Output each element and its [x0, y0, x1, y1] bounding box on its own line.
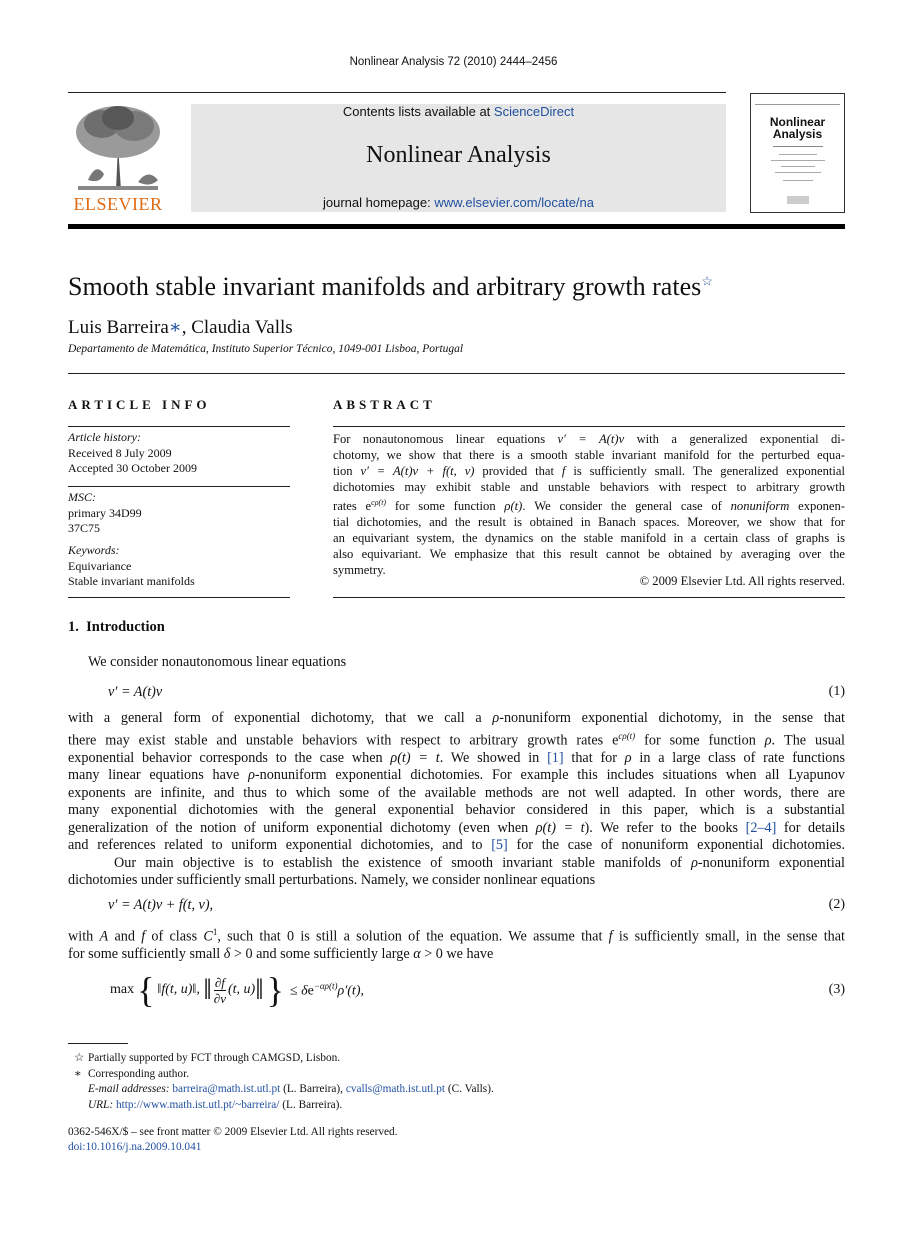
- cover-line: [779, 154, 817, 155]
- section-heading: [68, 619, 165, 636]
- cover-line: [783, 180, 813, 181]
- paragraph-2: with A and f of class $C^1$, such that 0 is still a solution of the equation. We assume that f is sufficiently small, in the sense that for some sufficiently small δ > 0 and some sufficiently large α > 0 we have: [68, 927, 845, 963]
- footnote-url: [68, 1098, 845, 1114]
- info-rule: [68, 597, 290, 598]
- equation-3-number: (3): [828, 982, 845, 997]
- author-separator: ,: [181, 317, 192, 338]
- url-owner: (L. Barreira).: [279, 1098, 343, 1111]
- footnote-star-mark: ☆: [74, 1052, 85, 1064]
- footnote-corr-text: Corresponding author.: [88, 1067, 190, 1080]
- sciencedirect-link[interactable]: ScienceDirect: [493, 104, 575, 119]
- abstract-rule: [333, 426, 845, 427]
- contents-line: [191, 104, 726, 119]
- affiliation: Departamento de Matemática, Instituto Superior Técnico, 1049-001 Lisboa, Portugal: [68, 343, 464, 355]
- history-label: Article history:: [68, 430, 141, 444]
- masthead-bottom-rule: [68, 224, 845, 229]
- cover-header-line: [755, 98, 840, 105]
- equation-3: max { ‖f(t, u)‖, ‖ ∂f ∂v (t, u) ‖ } ≤ $\delta e^{-\alpha\rho(t)}\rho'(t)$,: [110, 970, 364, 1010]
- footnote-rule: [68, 1043, 128, 1044]
- abstract-copyright: © 2009 Elsevier Ltd. All rights reserved.: [639, 574, 845, 588]
- email-valls-owner: (C. Valls).: [445, 1083, 494, 1095]
- msc-block: [68, 490, 290, 537]
- keywords-label: Keywords:: [68, 543, 120, 557]
- running-head: Nonlinear Analysis 72 (2010) 2444–2456: [349, 56, 558, 68]
- footnote-funding: [68, 1051, 845, 1067]
- homepage-url-link[interactable]: http://www.math.ist.utl.pt/~barreira/: [115, 1098, 280, 1111]
- footnote-corresponding: [68, 1067, 845, 1083]
- article-title-block: [68, 272, 713, 302]
- cover-title-line2: Analysis: [772, 127, 823, 141]
- msc-secondary: 37C75: [68, 521, 101, 535]
- url-label: URL:: [88, 1098, 114, 1111]
- article-title: Smooth stable invariant manifolds and arbitrary growth rates: [68, 272, 702, 301]
- front-rule: [68, 373, 845, 374]
- section-title: Introduction: [86, 619, 165, 635]
- publisher-name: ELSEVIER: [73, 194, 163, 214]
- cover-line: [775, 172, 821, 173]
- equation-1: v′ = A(t)v: [108, 684, 163, 700]
- masthead-box: [191, 104, 726, 212]
- equation-1-number: (1): [828, 684, 845, 699]
- email-label: E-mail addresses:: [88, 1083, 170, 1095]
- author-barreira: Luis Barreira: [68, 317, 169, 338]
- section-number: 1.: [68, 619, 79, 635]
- equation-2-number: (2): [828, 897, 845, 912]
- homepage-line: [191, 195, 726, 210]
- keywords-block: [68, 543, 290, 590]
- accepted-date: Accepted 30 October 2009: [68, 461, 197, 475]
- footnotes: [68, 1051, 845, 1113]
- email-valls-link[interactable]: cvalls@math.ist.utl.pt: [345, 1083, 446, 1095]
- email-barreira-link[interactable]: barreira@math.ist.utl.pt: [172, 1083, 281, 1095]
- paragraph-1: with a general form of exponential dichotomy, that we call a ρ-nonuniform exponential dichotomy, in the sense that there may exist stable and unstable behaviors with respect to arbitrary growth rates $e^{c\rho(t)}$ for some function ρ. The usual exponential behavior corresponds to the case when ρ(t) = t. We showed in [1] that for ρ in a large class of rate functions many linear equations have ρ-nonuniform exponential dichotomies. For example this includes situations when all Lyapunov exponents are infinite, and thus to which some of the available methods are not well adapted. In other words, there are many exponential dichotomies with the general exponential behavior considered in this paper, which is a substantial generalization of the notion of uniform exponential dichotomy (even when ρ(t) = t). We refer to the books [2–4] for details and references related to uniform exponential dichotomies, and to [5] for the case of nonuniform exponential dichotomies. Our main objective is to establish the existence of smooth invariant stable manifolds of ρ-nonuniform exponential dichotomies under sufficiently small perturbations. Namely, we consider nonlinear equations: [68, 710, 846, 889]
- equation-2: v′ = A(t)v + f(t, v),: [108, 897, 214, 913]
- info-rule: [68, 486, 290, 487]
- keyword: Equivariance: [68, 558, 132, 573]
- title-footnote-mark[interactable]: ☆: [701, 273, 713, 289]
- author-valls: Claudia Valls: [191, 317, 293, 338]
- homepage-link[interactable]: www.elsevier.com/locate/na: [434, 195, 594, 210]
- elsevier-logo: [68, 100, 168, 215]
- msc-label: MSC:: [68, 490, 96, 504]
- info-rule: [68, 426, 290, 427]
- front-matter-line: 0362-546X/$ – see front matter © 2009 Elsevier Ltd. All rights reserved.: [68, 1126, 398, 1138]
- cover-line: [781, 166, 815, 167]
- cover-title: [751, 116, 844, 140]
- article-history: [68, 430, 290, 477]
- footnote-star-text: Partially supported by FCT through CAMGSD, Lisbon.: [88, 1052, 341, 1064]
- footnote-emails: [68, 1082, 845, 1098]
- abstract-text: For nonautonomous linear equations v′ = A(t)v with a generalized exponential di- chotomy, we show that there is a smooth stable invariant manifold for the perturbed equa- tion v′ = A(t)v + f(t, v) provided that f is sufficiently small. The generalized exponential dichotomies may exhibit stable and unstable behaviors with respect to arbitrary growth rates $e^{c\rho(t)}$ for some function ρ(t). We consider the general case of nonuniform exponen- tial dichotomies, and the result is obtained in Banach spaces. Moreover, we show that for an equivariant system, the dynamics on the stable manifold in a certain class of graphs is also equivariant. We emphasize that this result cannot be obtained by averaging over the symmetry.: [333, 432, 845, 578]
- msc-primary: primary 34D99: [68, 505, 142, 520]
- cover-title-line1: Nonlinear: [769, 115, 826, 129]
- doi-link[interactable]: doi:10.1016/j.na.2009.10.041: [68, 1141, 202, 1153]
- footnote-corr-mark: ∗: [74, 1067, 82, 1080]
- cover-line: [773, 146, 823, 147]
- journal-cover: [750, 93, 845, 213]
- received-date: Received 8 July 2009: [68, 445, 172, 460]
- abstract-heading: ABSTRACT: [333, 397, 436, 412]
- email-barreira-owner: (L. Barreira),: [280, 1083, 346, 1095]
- authors: [68, 316, 293, 339]
- corresponding-mark[interactable]: ∗: [168, 317, 182, 338]
- cover-logo-icon: [787, 196, 809, 204]
- elsevier-tree-icon: [68, 100, 168, 195]
- masthead-top-rule: [68, 92, 726, 93]
- article-info-heading: ARTICLE INFO: [68, 397, 211, 412]
- keyword: Stable invariant manifolds: [68, 574, 195, 588]
- intro-sentence: We consider nonautonomous linear equations: [88, 654, 347, 670]
- homepage-prefix: journal homepage:: [323, 195, 435, 210]
- journal-name: Nonlinear Analysis: [366, 142, 551, 168]
- contents-prefix: Contents lists available at: [342, 104, 494, 119]
- cover-line: [771, 160, 825, 161]
- abstract-rule: [333, 597, 845, 598]
